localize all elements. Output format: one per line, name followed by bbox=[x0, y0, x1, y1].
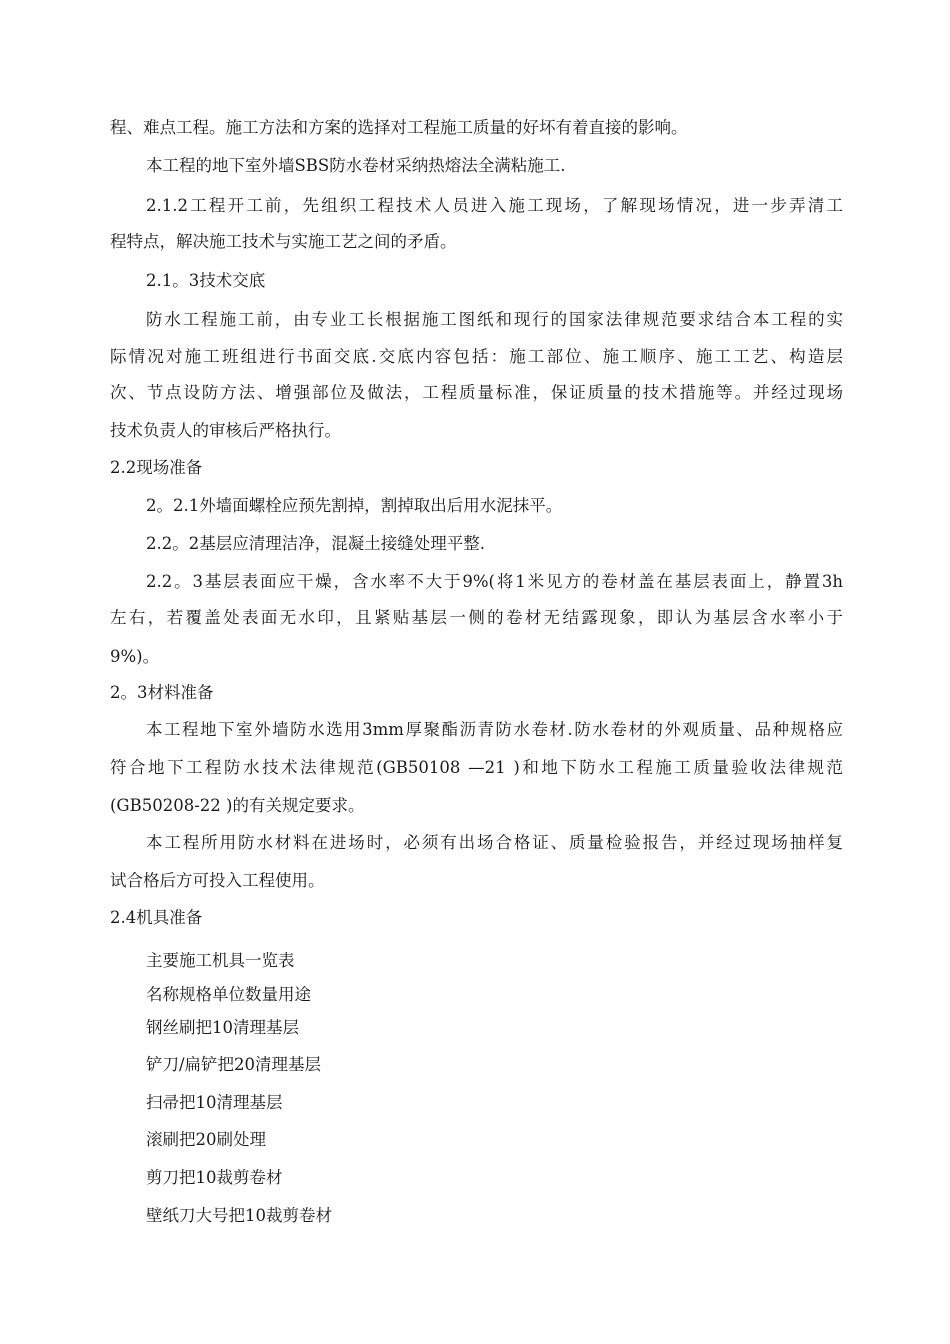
section-heading: 2.4机具准备 bbox=[110, 908, 203, 927]
table-row: 壁纸刀大号把10裁剪卷材 bbox=[146, 1206, 332, 1225]
table-row: 扫帚把10清理基层 bbox=[146, 1093, 283, 1112]
paragraph-line: 本工程所用防水材料在进场时，必须有出场合格证、质量检验报告，并经过现场抽样复 bbox=[146, 833, 843, 852]
paragraph-line: 2。2.1外墙面螺栓应预先割掉，割掉取出后用水泥抹平。 bbox=[146, 496, 563, 515]
section-heading: 2。3材料准备 bbox=[110, 683, 214, 702]
paragraph-line: 程特点，解决施工技术与实施工艺之间的矛盾。 bbox=[110, 232, 457, 251]
paragraph-line: 符合地下工程防水技术法律规范(GB50108 —21 )和地下防水工程施工质量验收法律规范 bbox=[110, 758, 843, 777]
paragraph-line: 9%)。 bbox=[110, 647, 160, 666]
paragraph-line: 程、难点工程。施工方法和方案的选择对工程施工质量的好坏有着直接的影响。 bbox=[110, 118, 688, 137]
table-row: 铲刀/扁铲把20清理基层 bbox=[146, 1055, 322, 1074]
paragraph-line: (GB50208-22 )的有关规定要求。 bbox=[110, 796, 365, 815]
paragraph-line: 本工程地下室外墙防水选用3mm厚聚酯沥青防水卷材.防水卷材的外观质量、品种规格应 bbox=[146, 720, 843, 739]
table-header-line: 名称规格单位数量用途 bbox=[146, 985, 311, 1004]
table-caption: 主要施工机具一览表 bbox=[146, 951, 295, 970]
paragraph-line: 技术负责人的审核后严格执行。 bbox=[110, 421, 341, 440]
paragraph-line: 试合格后方可投入工程使用。 bbox=[110, 871, 325, 890]
paragraph-line: 左右，若覆盖处表面无水印，且紧贴基层一侧的卷材无结露现象，即认为基层含水率小于 bbox=[110, 608, 843, 627]
table-row: 剪刀把10裁剪卷材 bbox=[146, 1168, 283, 1187]
paragraph-line: 防水工程施工前，由专业工长根据施工图纸和现行的国家法律规范要求结合本工程的实 bbox=[146, 310, 843, 329]
paragraph-line: 2.2。2基层应清理洁净，混凝土接缝处理平整. bbox=[146, 534, 485, 553]
paragraph-line: 际情况对施工班组进行书面交底.交底内容包括：施工部位、施工顺序、施工工艺、构造层 bbox=[110, 347, 843, 366]
section-heading: 2.2现场准备 bbox=[110, 458, 203, 477]
paragraph-line: 本工程的地下室外墙SBS防水卷材采纳热熔法全满粘施工. bbox=[146, 156, 566, 175]
paragraph-line: 2.1.2工程开工前，先组织工程技术人员进入施工现场，了解现场情况，进一步弄清工 bbox=[146, 196, 843, 215]
table-row: 钢丝刷把10清理基层 bbox=[146, 1018, 299, 1037]
paragraph-line: 次、节点设防方法、增强部位及做法，工程质量标准，保证质量的技术措施等。并经过现场 bbox=[110, 383, 843, 402]
paragraph-line: 2.2。3基层表面应干燥，含水率不大于9%(将1米见方的卷材盖在基层表面上，静置3h bbox=[146, 572, 843, 591]
table-row: 滚刷把20刷处理 bbox=[146, 1130, 266, 1149]
section-heading: 2.1。3技术交底 bbox=[146, 271, 266, 290]
